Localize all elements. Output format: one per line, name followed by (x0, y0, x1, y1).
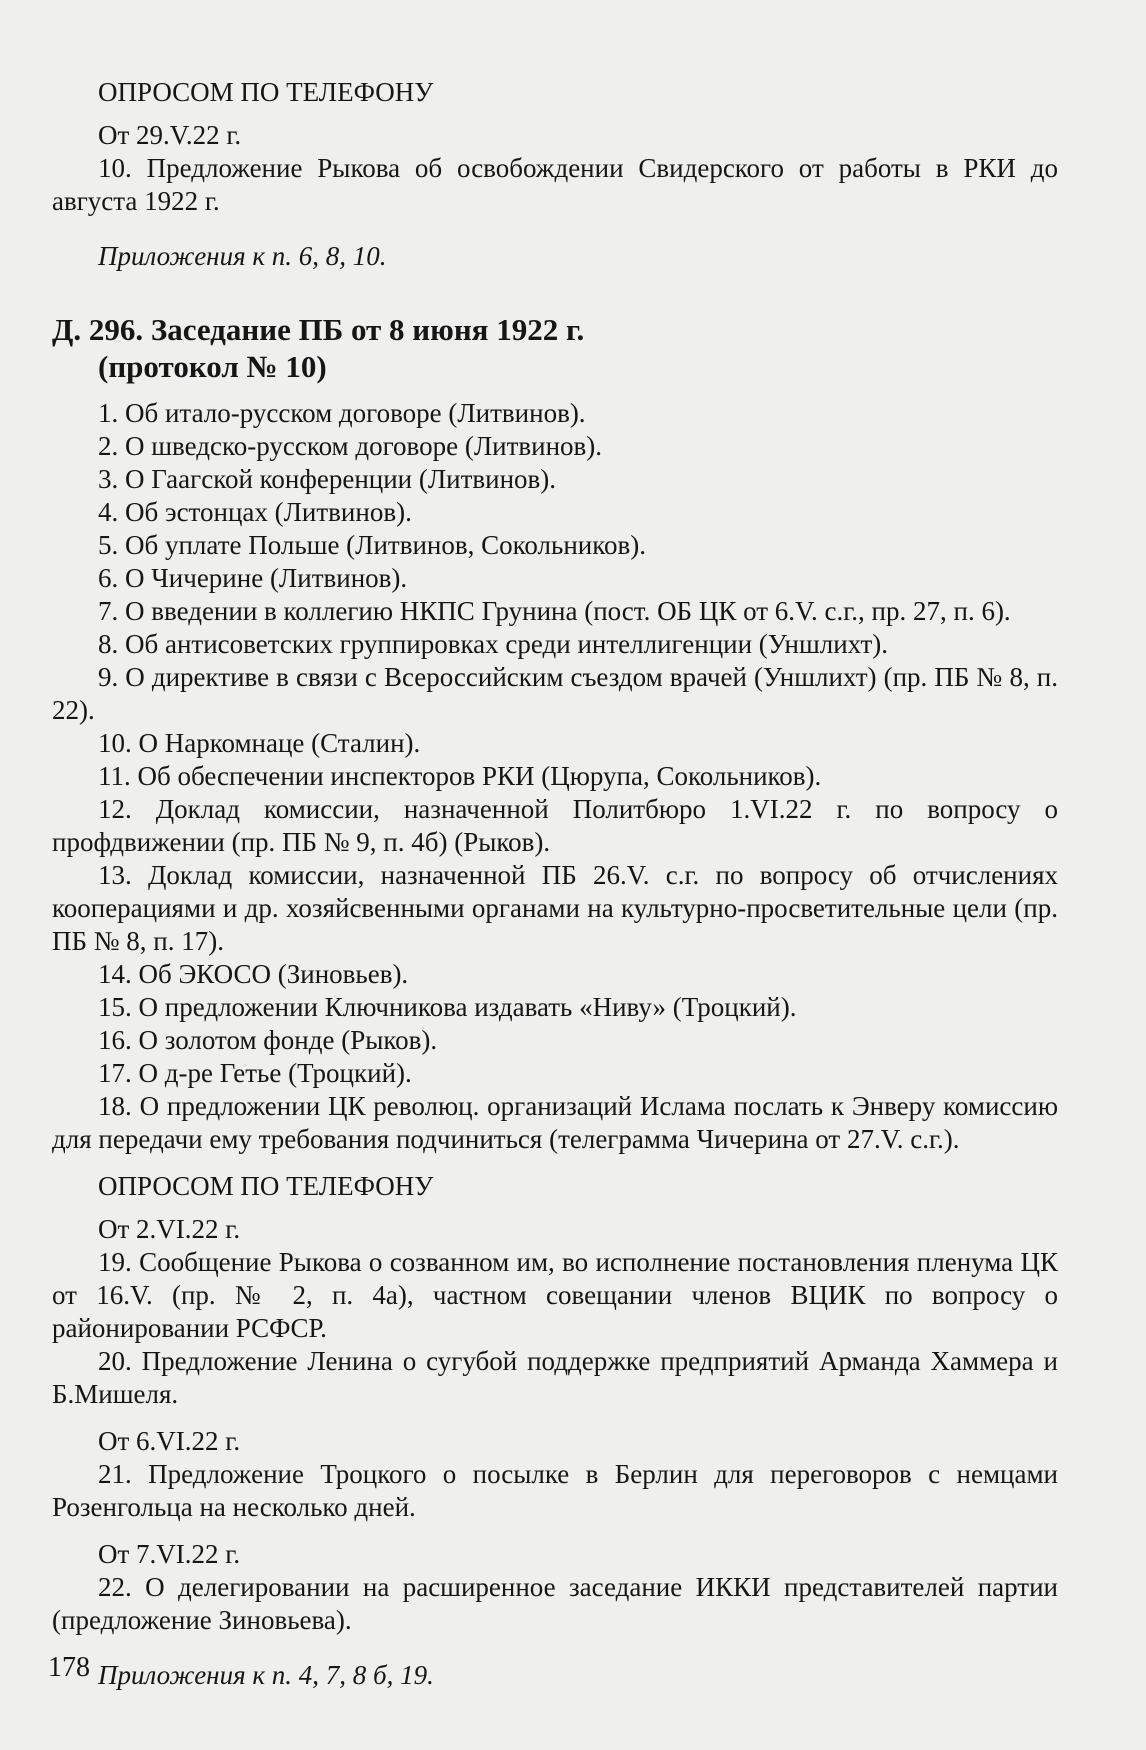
appendix-note: Приложения к п. 4, 7, 8 б, 19. (98, 1660, 434, 1690)
date-line: От 7.VI.22 г. (98, 1539, 241, 1569)
agenda-item: 6. О Чичерине (Литвинов). (98, 563, 408, 593)
agenda-item: 13. Доклад комиссии, назначенной ПБ 26.V. с.г. по вопросу об отчислениях кооперациями и др. хозяйсвенными органами на культурно-просветительные цели (пр. ПБ № 8, п. 17). (52, 860, 1058, 956)
agenda-item: 17. О д-ре Гетье (Троцкий). (98, 1058, 412, 1088)
section-heading: ОПРОСОМ ПО ТЕЛЕФОНУ (98, 1171, 434, 1201)
agenda-item: 5. Об уплате Польше (Литвинов, Сокольников). (98, 530, 646, 560)
agenda-item: 9. О директиве в связи с Всероссийским съездом врачей (Уншлихт) (пр. ПБ № 8, п. 22). (52, 662, 1058, 725)
page-content (52, 76, 1058, 1692)
agenda-list (52, 1571, 1058, 1637)
agenda-item: 10. Предложение Рыкова об освобождении Свидерского от работы в РКИ до августа 1922 г. (52, 153, 1058, 216)
page-number: 178 (48, 1652, 90, 1683)
agenda-list (52, 1458, 1058, 1524)
agenda-item: 21. Предложение Троцкого о посылке в Берлин для переговоров с немцами Розенгольца на несколько дней. (52, 1459, 1058, 1522)
agenda-item: 2. О шведско-русском договоре (Литвинов). (98, 431, 603, 461)
agenda-item: 14. Об ЭКОСО (Зиновьев). (98, 959, 409, 989)
agenda-item: 1. Об итало-русском договоре (Литвинов). (98, 398, 586, 428)
agenda-item: 10. О Наркомнаце (Сталин). (98, 728, 421, 758)
agenda-item: 3. О Гаагской конференции (Литвинов). (98, 464, 557, 494)
agenda-list (52, 1246, 1058, 1411)
date-line: От 29.V.22 г. (98, 120, 242, 150)
section-heading: ОПРОСОМ ПО ТЕЛЕФОНУ (98, 77, 434, 107)
agenda-item: 18. О предложении ЦК революц. организаций Ислама послать к Энверу комиссию для передачи ему требования подчиниться (телеграмма Чичерина от 27.V. с.г.). (52, 1091, 1058, 1154)
agenda-item: 15. О предложении Ключникова издавать «Ниву» (Троцкий). (98, 992, 797, 1022)
agenda-item: 20. Предложение Ленина о сугубой поддержке предприятий Арманда Хаммера и Б.Мишеля. (52, 1346, 1058, 1409)
agenda-item: 4. Об эстонцах (Литвинов). (98, 497, 412, 527)
document-subtitle: (протокол № 10) (98, 349, 327, 384)
agenda-item: 16. О золотом фонде (Рыков). (98, 1025, 438, 1055)
document-title: Д. 296. Заседание ПБ от 8 июня 1922 г. (52, 312, 585, 347)
agenda-item: 22. О делегировании на расширенное заседание ИККИ представителей партии (предложение Зиновьева). (52, 1572, 1058, 1635)
agenda-item: 19. Сообщение Рыкова о созванном им, во исполнение постановления пленума ЦК от 16.V. (пр. № 2, п. 4а), частном совещании членов ВЦИК по вопросу о районировании РСФСР. (52, 1247, 1058, 1343)
agenda-list (52, 397, 1058, 1156)
appendix-note: Приложения к п. 6, 8, 10. (98, 241, 387, 271)
agenda-item: 8. Об антисоветских группировках среди интеллигенции (Уншлихт). (98, 629, 889, 659)
date-line: От 2.VI.22 г. (98, 1214, 241, 1244)
agenda-list (52, 152, 1058, 218)
agenda-item: 12. Доклад комиссии, назначенной Политбюро 1.VI.22 г. по вопросу о профдвижении (пр. ПБ № 9, п. 4б) (Рыков). (52, 794, 1058, 857)
agenda-item: 7. О введении в коллегию НКПС Грунина (пост. ОБ ЦК от 6.V. с.г., пр. 27, п. 6). (98, 596, 1011, 626)
date-line: От 6.VI.22 г. (98, 1426, 241, 1456)
agenda-item: 11. Об обеспечении инспекторов РКИ (Цюрупа, Сокольников). (98, 761, 822, 791)
